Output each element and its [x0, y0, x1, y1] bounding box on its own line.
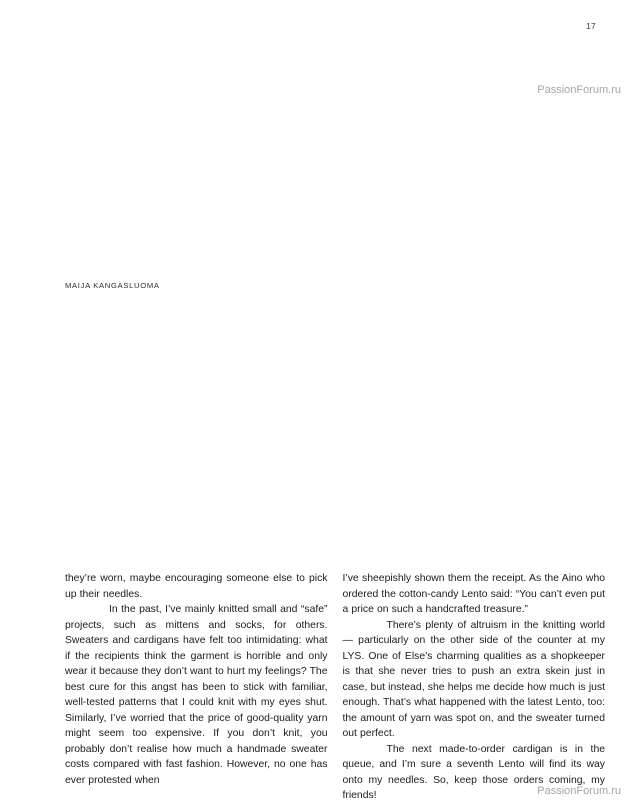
paragraph: There’s plenty of altruism in the knitting world — particularly on the other side of the counter at my LYS. One of Else’s charming qualities as a shopkeeper is that she never tries to push an extra skein just in case, but instead, she helps me decide how much is just enough. That’s what happened with the latest Lento, too: the amount of yarn was spot on, and the sweater turned out perfect.	[342, 619, 605, 739]
paragraph: The next made-to-order cardigan is in the queue, and I’m sure a seventh Lento will find its way onto my needles. So, keep those orders coming, my friends!	[342, 743, 605, 800]
page-number: 17	[585, 21, 596, 31]
watermark-bottom: PassionForum.ru	[537, 785, 621, 797]
article-right-column	[343, 571, 606, 800]
paragraph: I’ve sheepishly shown them the receipt. As the Aino who ordered the cotton-candy Lento said: “You can’t even put a price on such a handcrafted treasure.”	[342, 573, 605, 615]
watermark-top: PassionForum.ru	[537, 84, 621, 96]
article-body	[65, 571, 605, 800]
article-left-column	[65, 571, 328, 800]
paragraph: they’re worn, maybe encouraging someone else to pick up their needles.	[65, 573, 328, 600]
paragraph: In the past, I’ve mainly knitted small and “safe” projects, such as mittens and socks, for others. Sweaters and cardigans have felt too intimidating: what if the recipients think the garment is horrible and only wear it because they don’t want to hurt my feelings? The best cure for this angst has been to stick with familiar, well-tested patterns that I could knit with my eyes shut. Similarly, I’ve worried that the price of good-quality yarn might seem too expensive. If you don’t knit, you probably don’t realise how much a handmade sweater costs compared with fast fashion. However, no one has ever protested when	[65, 604, 328, 786]
author-name: MAIJA KANGASLUOMA	[65, 281, 160, 290]
